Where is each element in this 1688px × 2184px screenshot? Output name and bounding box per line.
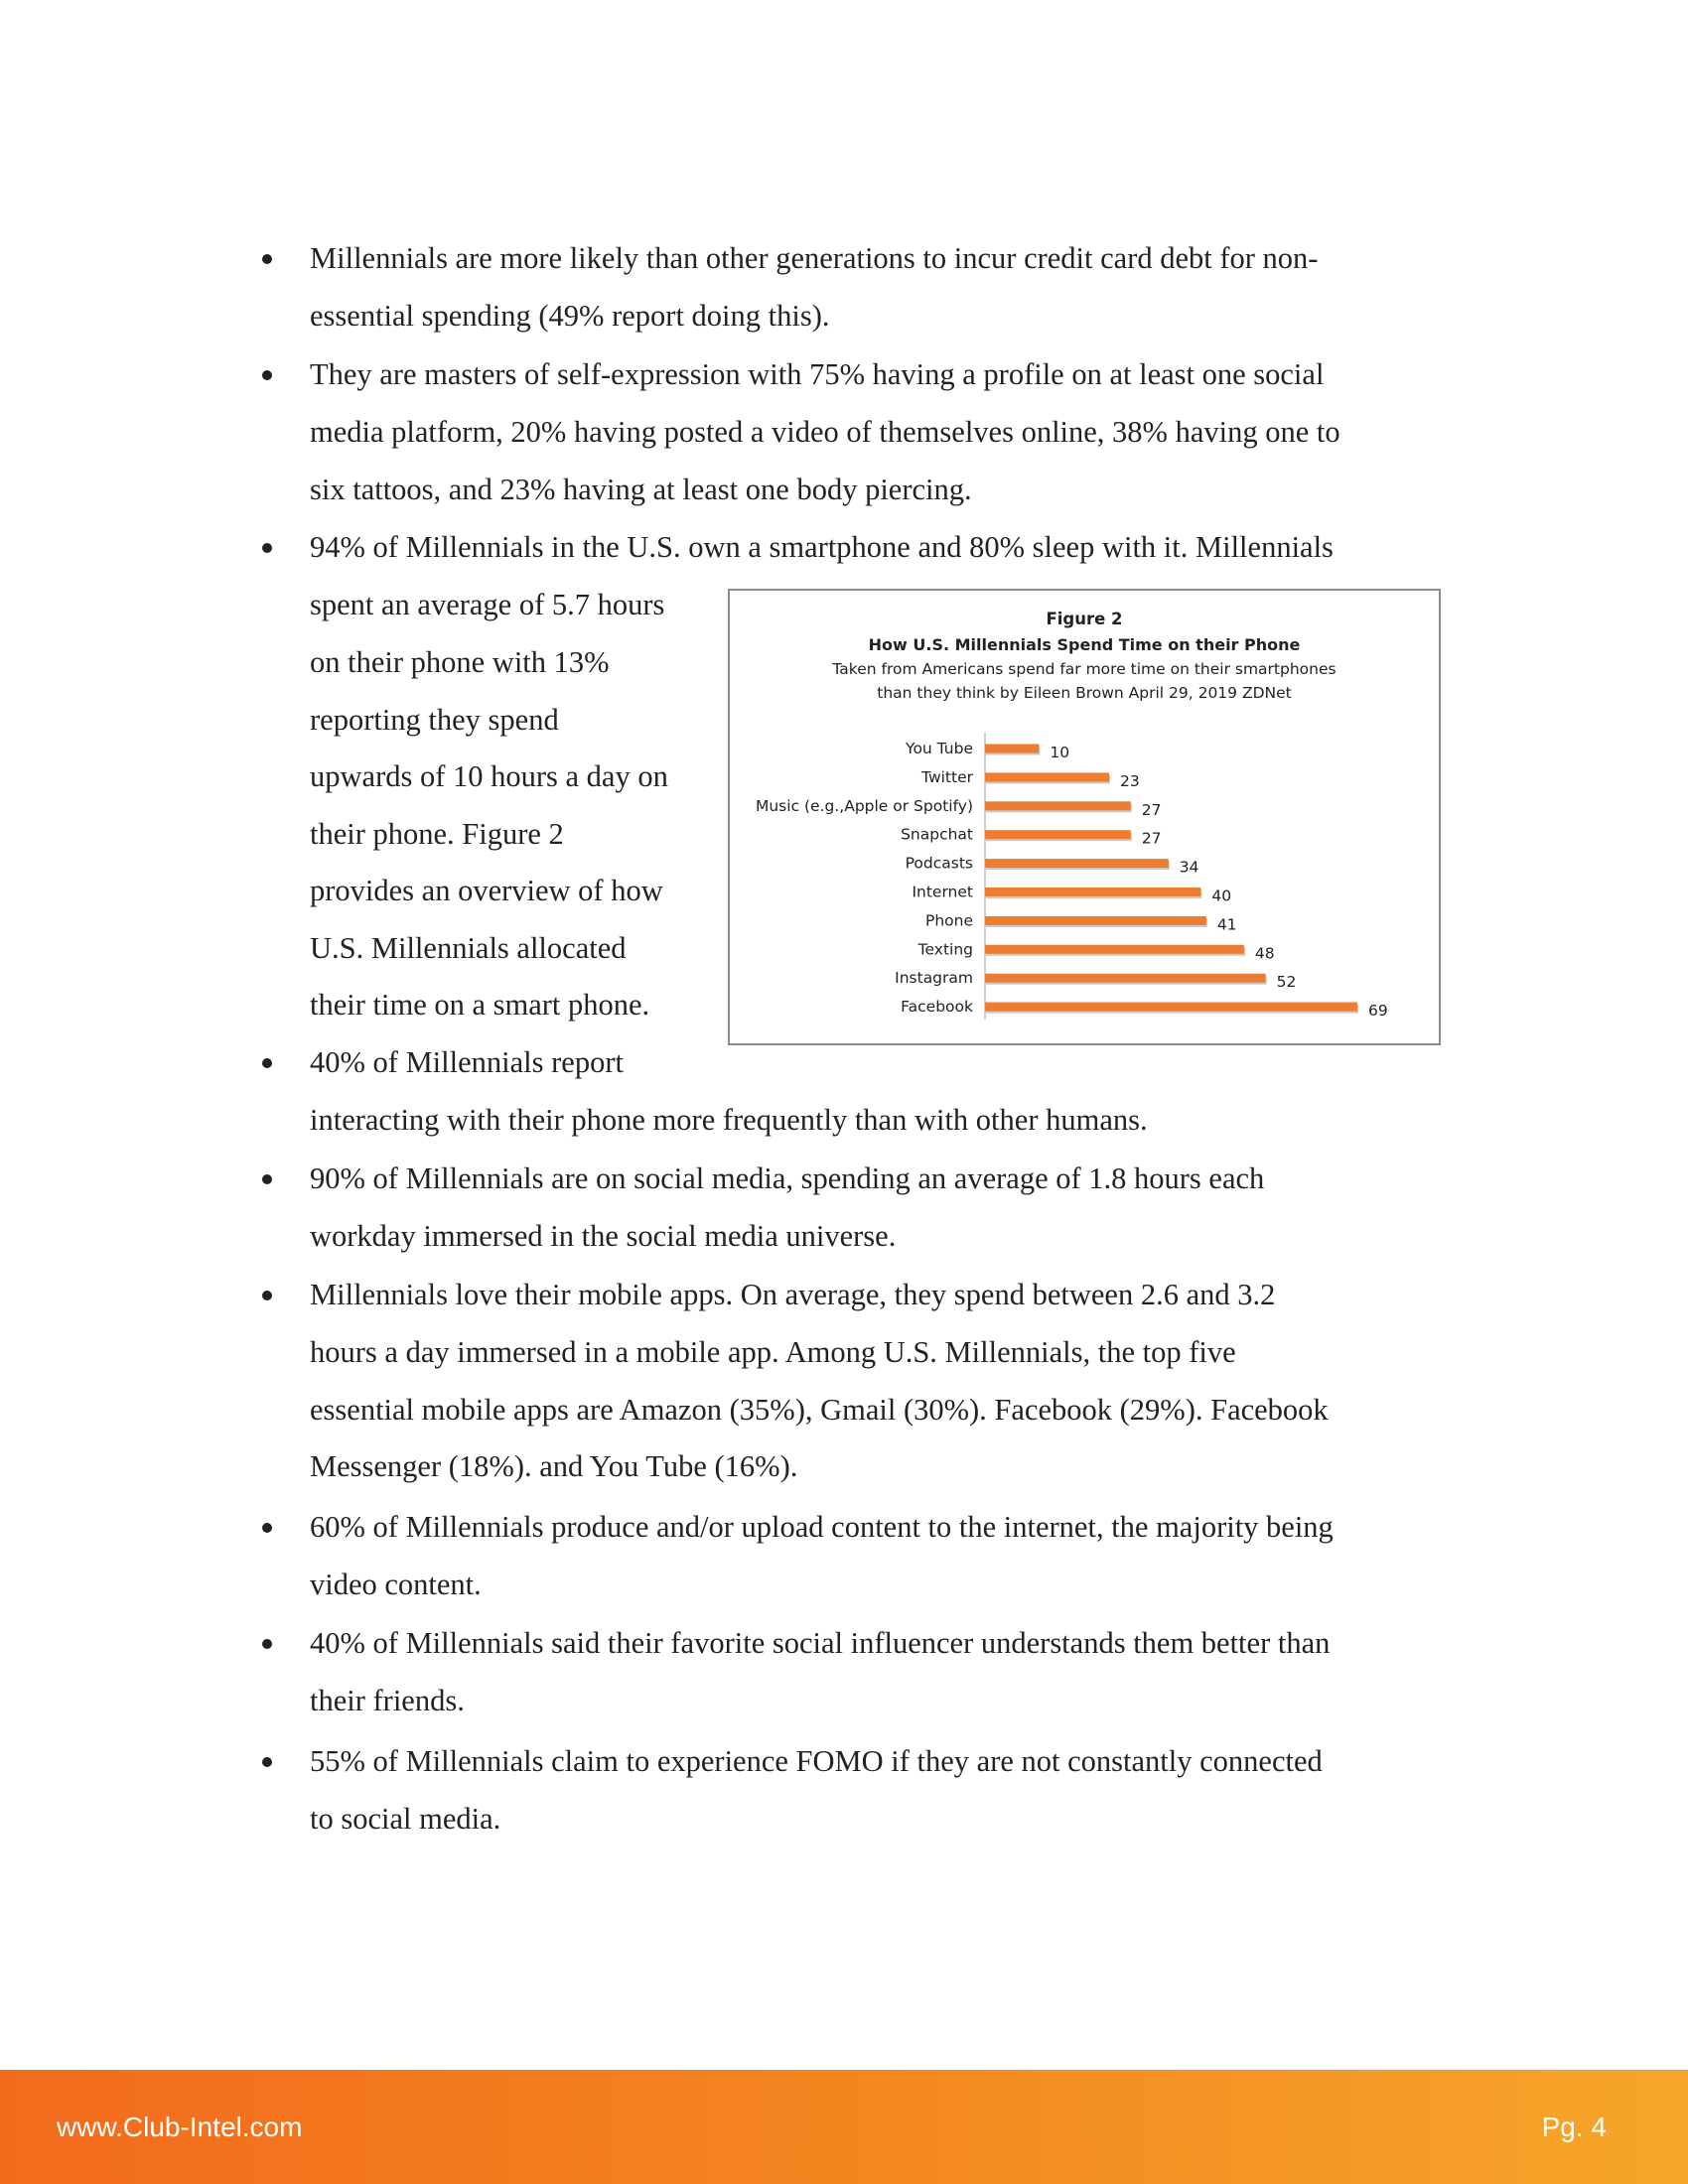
bar-chart-svg bbox=[730, 591, 1439, 1043]
bullet-line: spent an average of 5.7 hours bbox=[310, 588, 665, 621]
bullet-line: provides an overview of how bbox=[310, 874, 663, 907]
bar bbox=[985, 887, 1200, 896]
figure-2-chart bbox=[728, 589, 1441, 1045]
bullet-line: 90% of Millennials are on social media, spending an average of 1.8 hours each bbox=[310, 1161, 1265, 1195]
data-label: 48 bbox=[1254, 944, 1275, 963]
data-label: 27 bbox=[1141, 829, 1162, 848]
data-label: 27 bbox=[1141, 800, 1162, 819]
category-label: Podcasts bbox=[905, 854, 973, 873]
bullet-line: They are masters of self-expression with 75% having a profile on at least one social bbox=[310, 357, 1325, 391]
bullet-line: their phone. Figure 2 bbox=[310, 817, 564, 851]
bar bbox=[985, 916, 1206, 925]
bullet-dot bbox=[262, 543, 272, 553]
category-label: Texting bbox=[917, 940, 973, 959]
chart-bars bbox=[756, 740, 1388, 1020]
data-label: 34 bbox=[1179, 858, 1199, 877]
bullet-dot bbox=[262, 1523, 272, 1533]
data-label: 23 bbox=[1120, 771, 1140, 790]
bullet-dot bbox=[262, 254, 272, 264]
bullet-dot bbox=[262, 1291, 272, 1300]
bar bbox=[985, 859, 1169, 868]
bar bbox=[985, 974, 1266, 983]
bullet-line: essential spending (49% report doing this). bbox=[310, 299, 830, 333]
bullet-dot bbox=[262, 370, 272, 380]
data-label: 40 bbox=[1211, 887, 1232, 905]
bullet-line: workday immersed in the social media universe. bbox=[310, 1219, 897, 1253]
page-number: Pg. 4 bbox=[1541, 2112, 1607, 2142]
bar bbox=[985, 772, 1109, 781]
bullet-dot bbox=[262, 1757, 272, 1767]
bullet-line: hours a day immersed in a mobile app. Among U.S. Millennials, the top five bbox=[310, 1335, 1236, 1369]
bullet-line: interacting with their phone more frequently than with other humans. bbox=[310, 1103, 1148, 1137]
bullet-dot bbox=[262, 1058, 272, 1068]
data-label: 10 bbox=[1050, 744, 1070, 761]
bullet-line: video content. bbox=[310, 1568, 482, 1601]
bar bbox=[985, 830, 1131, 839]
bullet-line: U.S. Millennials allocated bbox=[310, 931, 627, 965]
bullet-line: upwards of 10 hours a day on bbox=[310, 759, 668, 793]
bullet-line: reporting they spend bbox=[310, 703, 559, 737]
category-label: Facebook bbox=[901, 998, 973, 1017]
chart-title: Figure 2 bbox=[1046, 610, 1123, 628]
bullet-line: their time on a smart phone. bbox=[310, 988, 650, 1022]
bullet-line: media platform, 20% having posted a video of themselves online, 38% having one to bbox=[310, 415, 1340, 449]
footer-url-link[interactable]: www.Club-Intel.com bbox=[57, 2112, 303, 2142]
category-label: Phone bbox=[924, 911, 973, 930]
chart-subtitle: How U.S. Millennials Spend Time on their Phone bbox=[868, 635, 1301, 654]
bar bbox=[985, 1003, 1357, 1012]
bullet-line: 60% of Millennials produce and/or upload content to the internet, the majority being bbox=[310, 1510, 1334, 1544]
bar bbox=[985, 801, 1131, 810]
category-label: Music (e.g.,Apple or Spotify) bbox=[755, 796, 973, 815]
data-label: 52 bbox=[1276, 973, 1297, 992]
chart-source-line-2: than they think by Eileen Brown April 29, 2019 ZDNet bbox=[877, 684, 1292, 702]
bullet-line: essential mobile apps are Amazon (35%), Gmail (30%). Facebook (29%). Facebook bbox=[310, 1393, 1329, 1427]
bullet-line: 40% of Millennials report bbox=[310, 1045, 624, 1079]
bullet-line: 40% of Millennials said their favorite social influencer understands them better than bbox=[310, 1626, 1331, 1660]
bar bbox=[985, 745, 1039, 753]
data-label: 69 bbox=[1368, 1002, 1388, 1021]
category-label: You Tube bbox=[906, 740, 973, 757]
bullet-line: on their phone with 13% bbox=[310, 645, 610, 679]
category-label: Internet bbox=[912, 883, 973, 901]
bullet-line: Messenger (18%). and You Tube (16%). bbox=[310, 1449, 798, 1483]
bullet-line: six tattoos, and 23% having at least one body piercing. bbox=[310, 473, 972, 506]
bullet-dot bbox=[262, 1639, 272, 1649]
data-label: 41 bbox=[1216, 915, 1237, 934]
bar bbox=[985, 945, 1244, 954]
category-label: Snapchat bbox=[901, 825, 973, 844]
category-label: Instagram bbox=[895, 969, 973, 988]
bullet-line: 55% of Millennials claim to experience FOMO if they are not constantly connected bbox=[310, 1744, 1323, 1778]
bullet-line: to social media. bbox=[310, 1802, 501, 1836]
bullet-line: Millennials are more likely than other generations to incur credit card debt for non- bbox=[310, 241, 1319, 275]
bullet-line: Millennials love their mobile apps. On average, they spend between 2.6 and 3.2 bbox=[310, 1278, 1276, 1311]
bullet-line: their friends. bbox=[310, 1684, 465, 1717]
bullet-line: 94% of Millennials in the U.S. own a smartphone and 80% sleep with it. Millennials bbox=[310, 530, 1334, 564]
category-label: Twitter bbox=[921, 767, 973, 786]
bullet-dot bbox=[262, 1174, 272, 1184]
page-footer bbox=[0, 2070, 1688, 2184]
chart-source-line-1: Taken from Americans spend far more time on their smartphones bbox=[832, 660, 1336, 678]
